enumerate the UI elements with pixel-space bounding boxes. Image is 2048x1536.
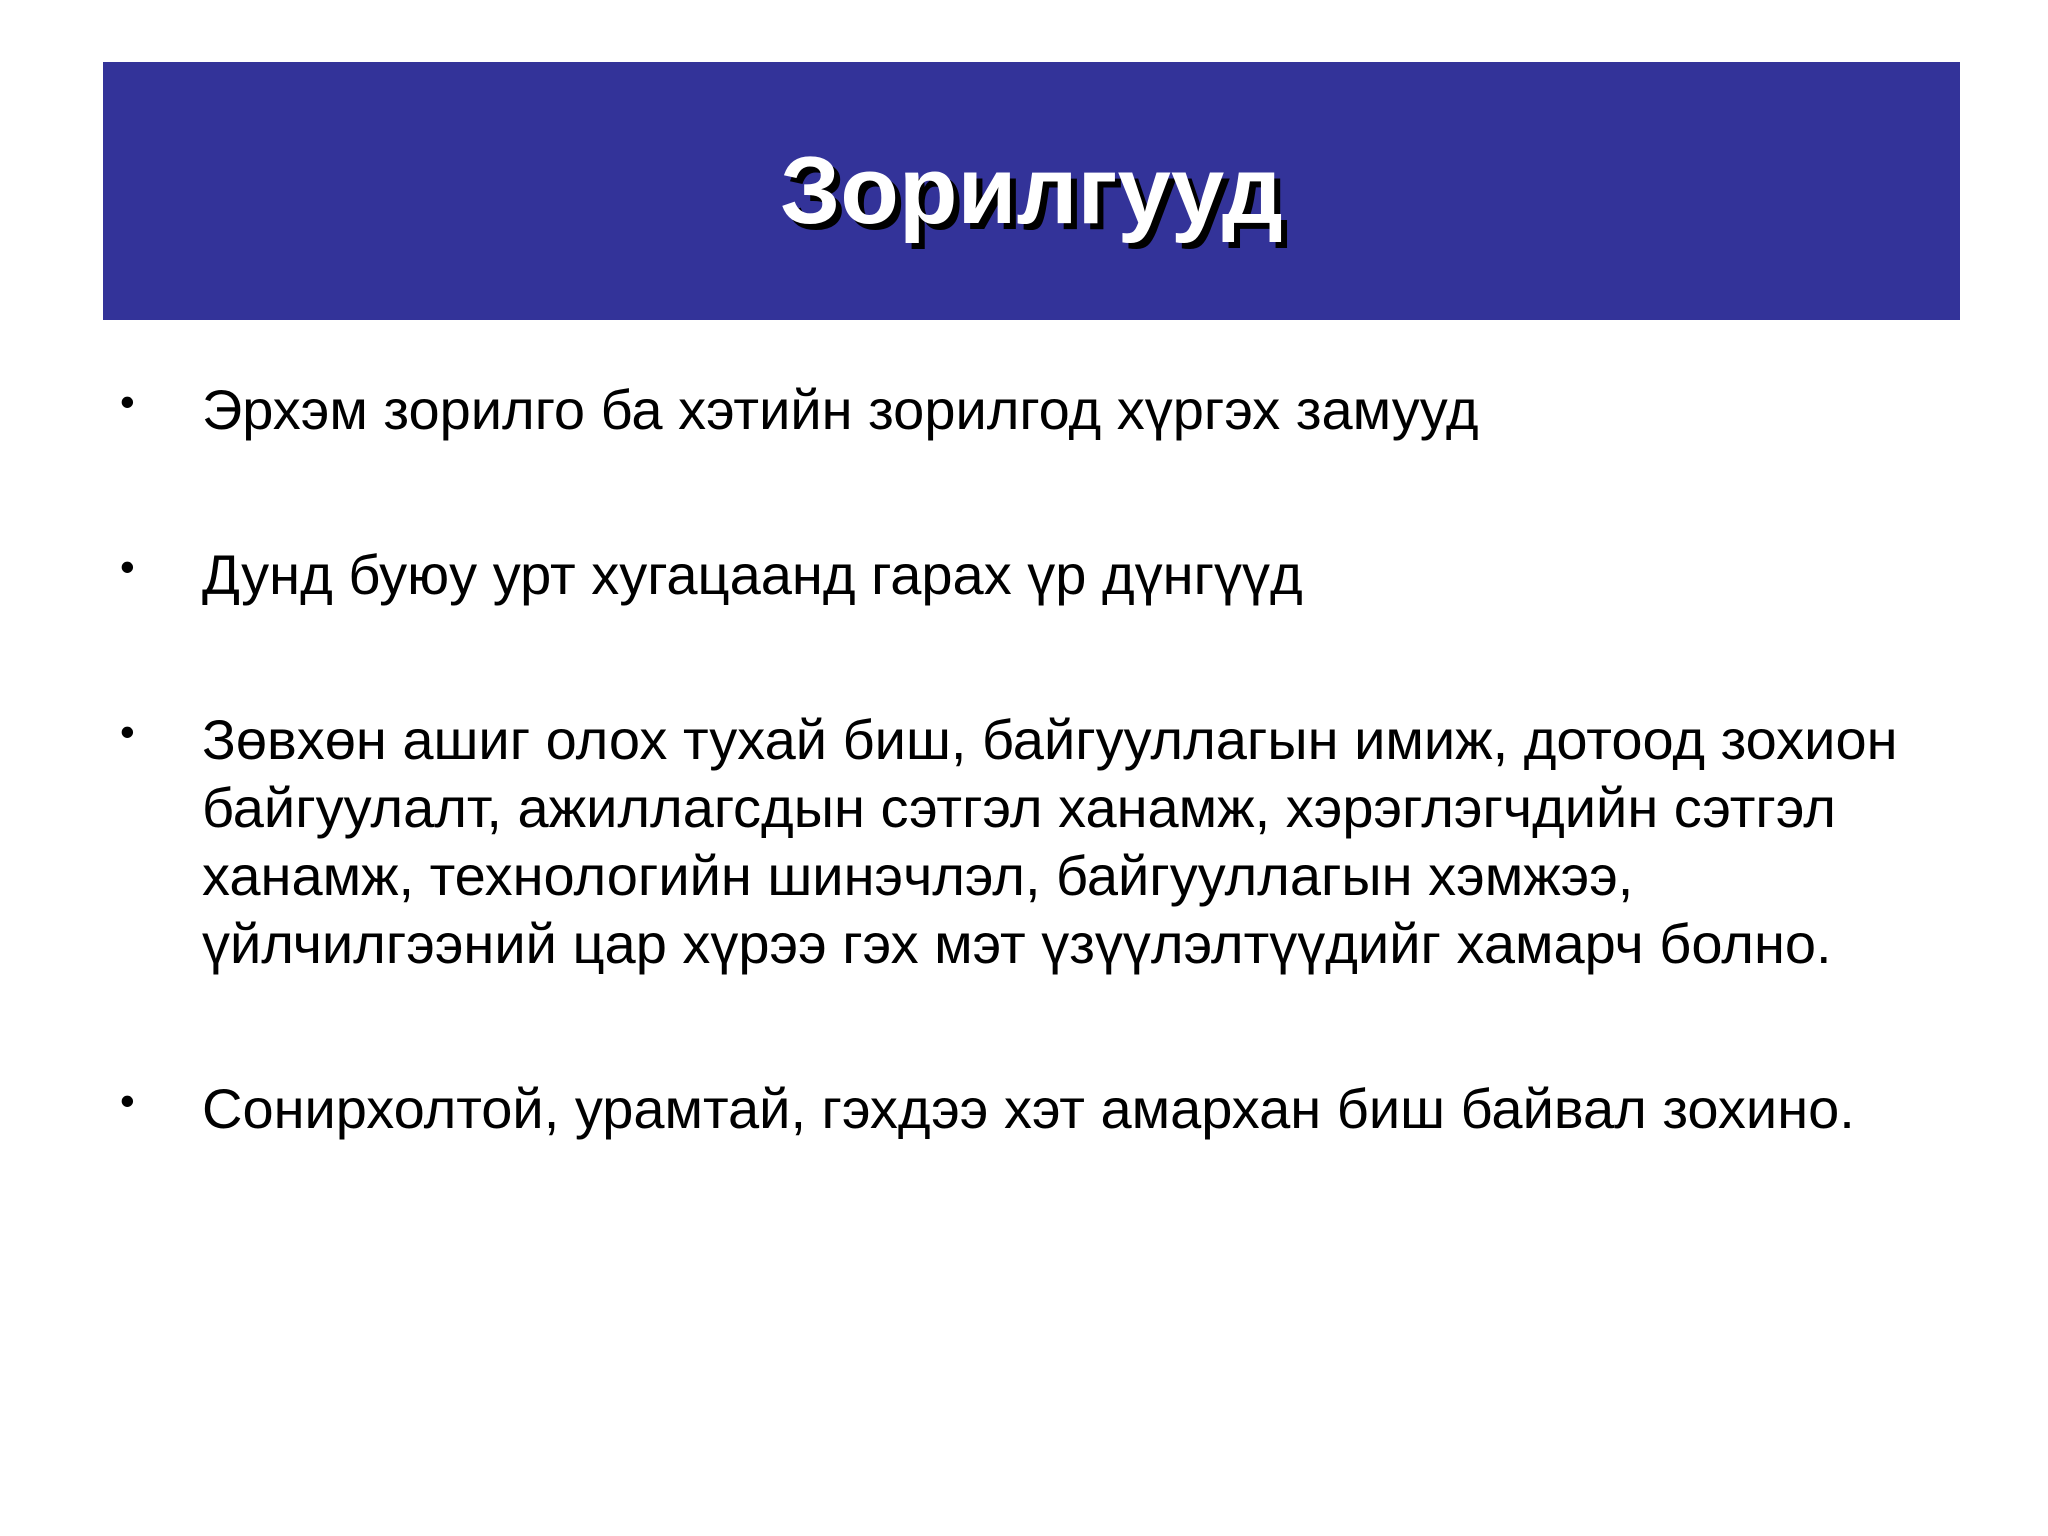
bullet-dot-icon: • [120,543,135,590]
bullet-text: Эрхэм зорилго ба хэтийн зорилгод хүргэх замууд [202,378,1479,441]
bullet-item-1 [120,376,1950,444]
bullet-dot-icon: • [120,708,135,755]
bullet-list [120,376,1950,1143]
bullet-dot-icon: • [120,378,135,425]
bullet-dot-icon: • [120,1077,135,1124]
bullet-item-4 [120,1075,1950,1143]
title-bar [103,62,1960,320]
slide-title: Зорилгууд [780,137,1283,244]
bullet-text: Зөвхөн ашиг олох тухай биш, байгууллагын имиж, дотоод зохион байгуулалт, ажиллагсдын сэтгэл ханамж, хэрэглэгчдийн сэтгэл ханамж, технологийн шинэчлэл, байгууллагын хэмжээ, үйлчилгээний цар хүрээ гэх мэт үзүүлэлтүүдийг хамарч болно. [202,708,1898,975]
bullet-item-3 [120,706,1950,978]
bullet-item-2 [120,541,1950,609]
bullet-text: Сонирхолтой, урамтай, гэхдээ хэт амархан биш байвал зохино. [202,1077,1855,1140]
bullet-text: Дунд буюу урт хугацаанд гарах үр дүнгүүд [202,543,1303,606]
